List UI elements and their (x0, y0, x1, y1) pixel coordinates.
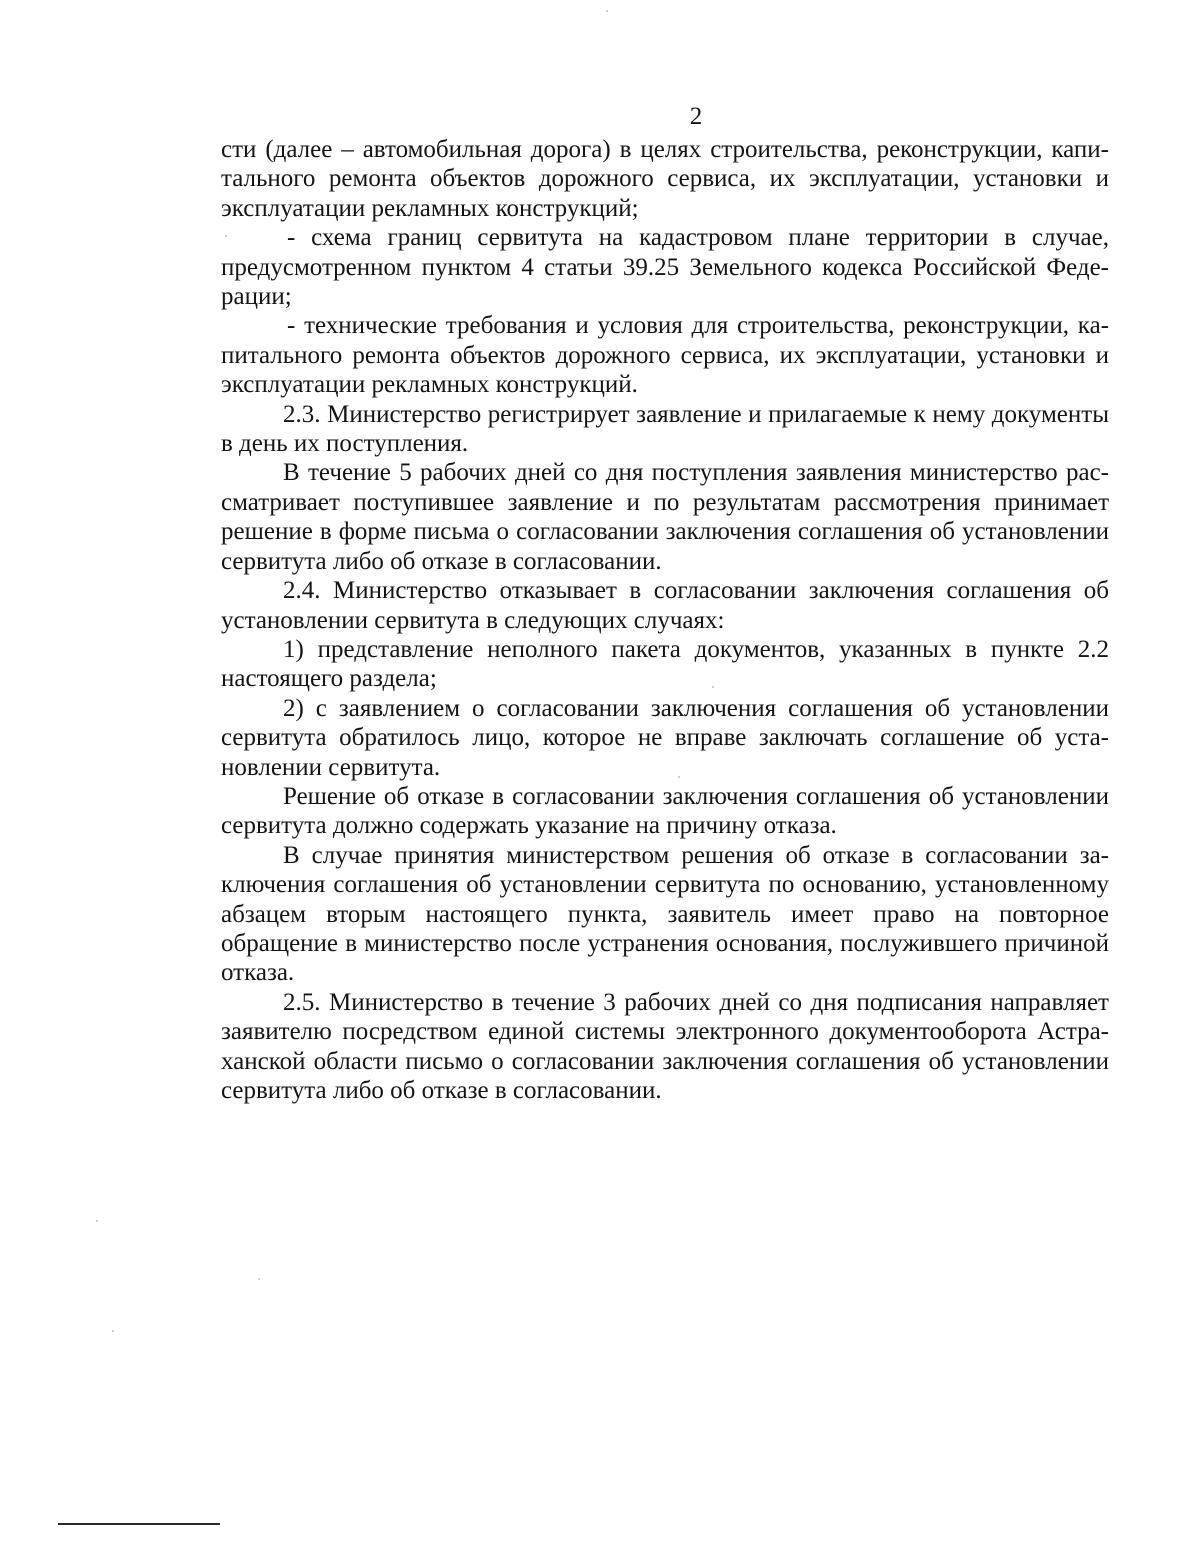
scan-speck (258, 1278, 260, 1280)
paragraph-refusal-decision: Решение об отказе в согласовании заключения соглашения об установлении сервитута должно содержать указание на причину отказа. (221, 782, 1109, 840)
scan-speck (678, 776, 680, 778)
page-number: 2 (689, 103, 703, 130)
document-body (221, 135, 1109, 1105)
paragraph-repeat-application: В случае принятия министерством решения об отказе в согласовании заключения соглашения об установлении сервитута по основанию, установленному абзацем вторым настоящего пункта, заявитель имеет право на повторное обращение в министерство после устранения основания, послужившего причиной отказа. (221, 841, 1109, 987)
paragraph-servitude-scheme: - схема границ сервитута на кадастровом плане территории в случае, предусмотренном пунктом 4 статьи 39.25 Земельного кодекса Российской Федерации; (221, 224, 1109, 311)
scan-speck (225, 235, 227, 237)
paragraph-refusal-reason-2: 2) с заявлением о согласовании заключения соглашения об установлении сервитута обратилось лицо, которое не вправе заключать соглашение об установлении сервитута. (221, 694, 1109, 781)
footnote-divider-line (58, 1523, 220, 1525)
scan-speck (712, 686, 714, 688)
scan-speck (112, 1330, 114, 1332)
paragraph-continuation: сти (далее – автомобильная дорога) в целях строительства, реконструкции, капитального ремонта объектов дорожного сервиса, их эксплуатации, установки и эксплуатации рекламных конструкций; (221, 136, 1109, 222)
paragraph-2-4: 2.4. Министерство отказывает в согласовании заключения соглашения об установлении сервитута в следующих случаях: (221, 577, 1109, 634)
paragraph-technical-requirements: - технические требования и условия для строительства, реконструкции, капитального ремонта объектов дорожного сервиса, их эксплуатации, установки и эксплуатации рекламных конструкций. (221, 312, 1109, 399)
paragraph-2-5: 2.5. Министерство в течение 3 рабочих дней со дня подписания направляет заявителю посредством единой системы электронного документооборота Астраханской области письмо о согласовании заключения соглашения об установлении сервитута либо об отказе в согласовании. (221, 988, 1109, 1104)
scan-speck (96, 1220, 98, 1222)
paragraph-refusal-reason-1: 1) представление неполного пакета документов, указанных в пункте 2.2 настоящего раздела; (221, 635, 1109, 693)
paragraph-review-period: В течение 5 рабочих дней со дня поступления заявления министерство рассматривает поступившее заявление и по результатам рассмотрения принимает решение в форме письма о согласовании заключения соглашения об установлении сервитута либо об отказе в согласовании. (221, 459, 1109, 575)
scan-speck (606, 10, 608, 12)
paragraph-2-3: 2.3. Министерство регистрирует заявление и прилагаемые к нему документы в день их поступления. (221, 400, 1109, 458)
